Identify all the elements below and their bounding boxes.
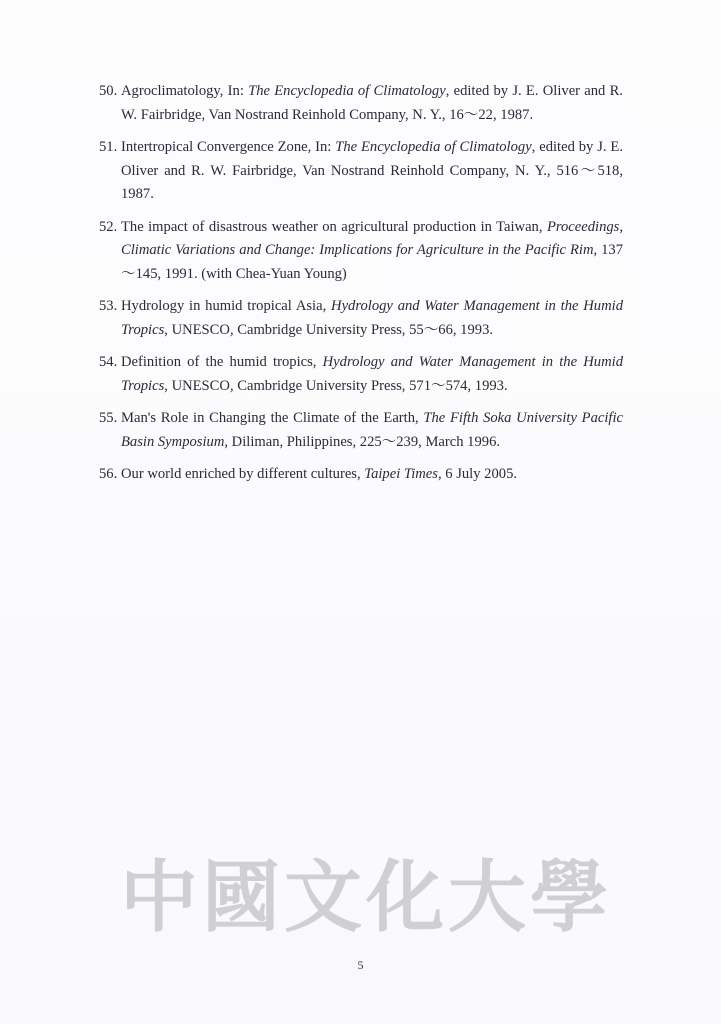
reference-item [99, 216, 623, 287]
reference-title: The Fifth Soka University Pacific Basin Symposium [121, 410, 623, 450]
reference-title: Hydrology and Water Management in the Humid Tropics [121, 298, 623, 338]
reference-item [99, 351, 623, 398]
reference-segment: , edited by J. E. Oliver and R. W. Fairbridge, Van Nostrand Reinhold Company, N. Y., 516～518, 1987. [121, 139, 623, 202]
reference-title: Proceedings, Climatic Variations and Change: Implications for Agriculture in the Pacific Rim [121, 218, 623, 258]
university-watermark: 中國文化大學 [120, 852, 613, 943]
reference-item [99, 295, 623, 342]
reference-title: Hydrology and Water Management in the Humid Tropics [121, 354, 623, 394]
reference-segment: Hydrology in humid tropical Asia, [121, 298, 332, 314]
reference-list [99, 80, 623, 496]
reference-item [99, 463, 623, 487]
reference-text [121, 351, 623, 398]
reference-number: 53. [99, 298, 118, 314]
reference-segment: Our world enriched by different cultures, [121, 466, 365, 482]
reference-segment: , 6 July 2005. [437, 466, 518, 482]
reference-segment: Agroclimatology, In: [121, 83, 249, 99]
reference-text [121, 80, 623, 127]
reference-number: 51. [99, 139, 118, 155]
reference-segment: , 137～145, 1991. (with Chea-Yuan Young) [121, 242, 623, 282]
reference-title: Taipei Times [364, 466, 438, 482]
reference-item [99, 407, 623, 454]
reference-text [121, 136, 623, 207]
reference-segment: Man's Role in Changing the Climate of the Earth, [121, 410, 424, 426]
reference-segment: , Diliman, Philippines, 225～239, March 1996. [224, 433, 501, 450]
reference-number: 55. [99, 410, 118, 426]
reference-segment: , edited by J. E. Oliver and R. W. Fairbridge, Van Nostrand Reinhold Company, N. Y., 16～22, 1987. [121, 83, 623, 123]
reference-number: 56. [99, 466, 118, 482]
reference-number: 52. [99, 218, 118, 235]
reference-segment: , UNESCO, Cambridge University Press, 55～66, 1993. [164, 321, 494, 338]
reference-text [121, 407, 623, 454]
reference-item [99, 80, 623, 127]
page-number: 5 [357, 958, 364, 972]
reference-text [121, 463, 623, 487]
reference-text [121, 295, 623, 342]
reference-number: 54. [99, 354, 118, 370]
reference-segment: The impact of disastrous weather on agricultural production in Taiwan, [121, 218, 547, 235]
reference-title: The Encyclopedia of Climatology [248, 83, 446, 99]
reference-number: 50. [99, 83, 118, 99]
reference-title: The Encyclopedia of Climatology [335, 139, 532, 155]
reference-item [99, 136, 623, 207]
reference-segment: Intertropical Convergence Zone, In: [121, 139, 336, 155]
reference-segment: , UNESCO, Cambridge University Press, 571～574, 1993. [164, 377, 508, 394]
reference-text [121, 216, 623, 287]
reference-segment: Definition of the humid tropics, [121, 354, 323, 370]
